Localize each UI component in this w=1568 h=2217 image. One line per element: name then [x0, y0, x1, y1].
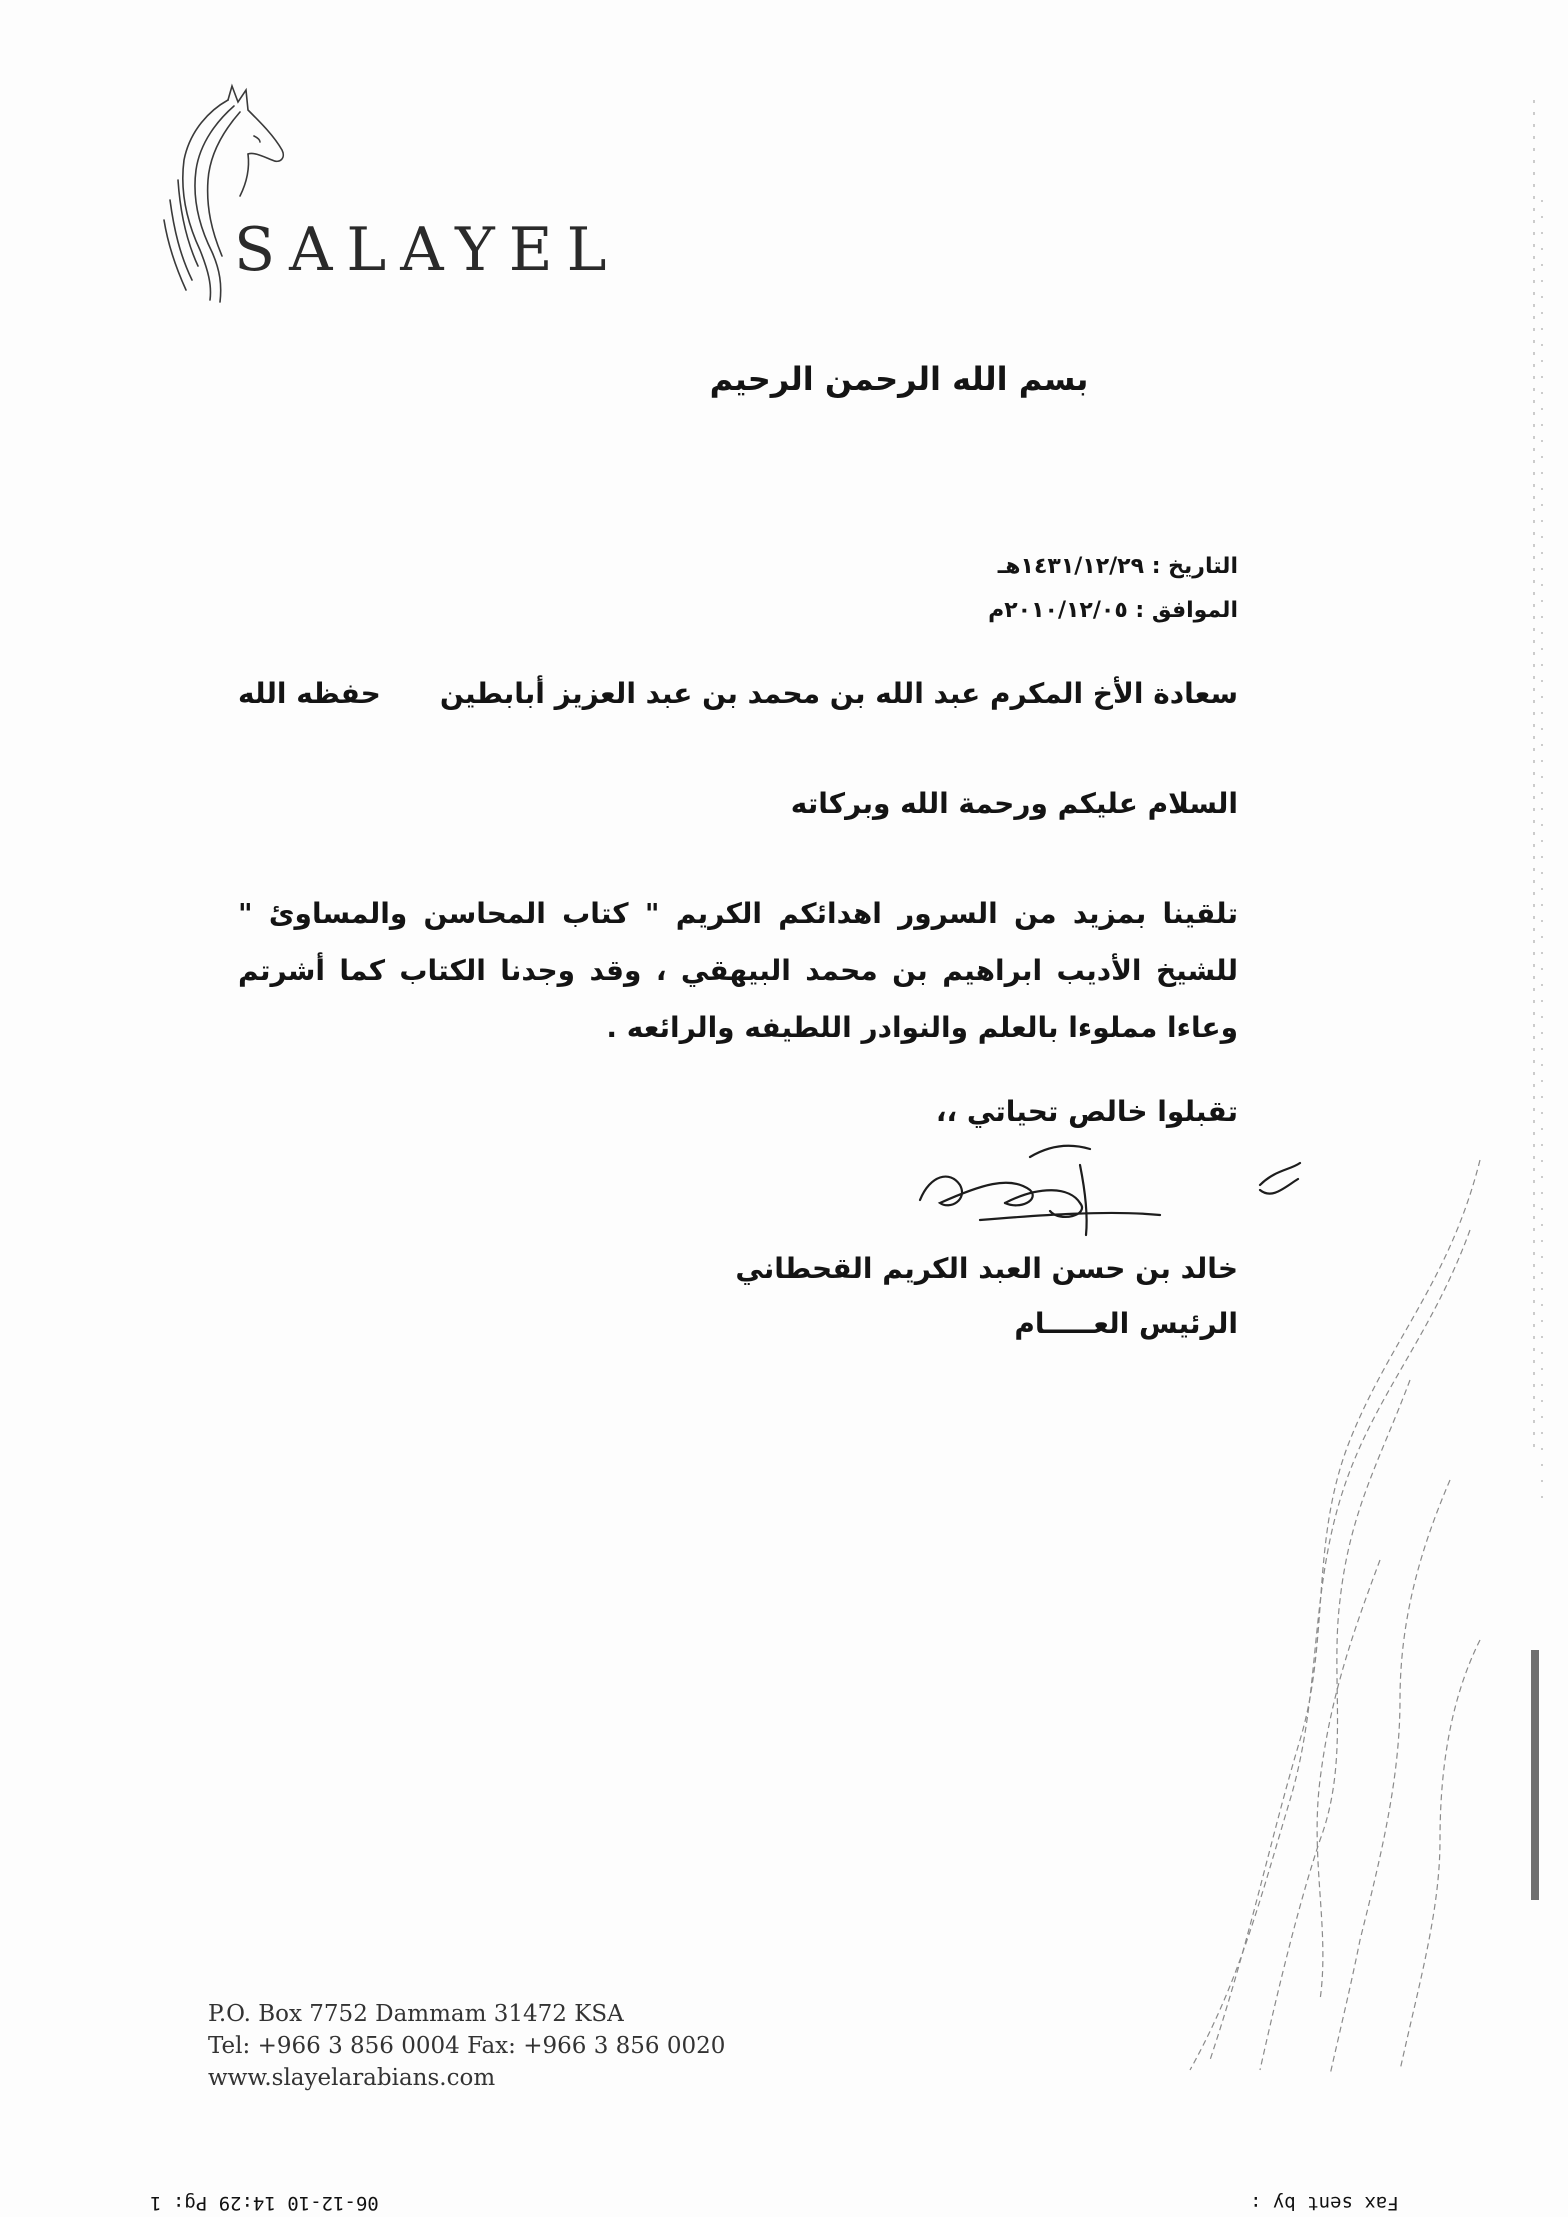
letterhead-logo — [150, 80, 620, 330]
basmala-text: بسم الله الرحمن الرحيم — [709, 360, 1089, 398]
addressee — [238, 677, 1238, 710]
gregorian-date: الموافق : ٢٠١٠/١٢/٠٥م — [988, 598, 1238, 623]
footer-address: P.O. Box 7752 Dammam 31472 KSA — [208, 2001, 624, 2027]
fax-header-left: 06-12-10 14:29 Pg: 1 — [150, 2192, 379, 2214]
greeting: السلام عليكم ورحمة الله وبركاته — [790, 787, 1238, 820]
basmala — [0, 360, 1568, 398]
sender-title: الرئيس العـــــام — [1014, 1307, 1238, 1340]
scan-edge — [1528, 0, 1568, 2217]
date-block — [988, 545, 1238, 633]
footer-phones: Tel: +966 3 856 0004 Fax: +966 3 856 0020 — [208, 2033, 726, 2059]
sender-name: خالد بن حسن العبد الكريم القحطاني — [735, 1252, 1238, 1285]
hijri-date: التاريخ : ١٤٣١/١٢/٢٩هـ — [997, 554, 1238, 579]
addressee-honorific: حفظه الله — [238, 677, 381, 710]
body-paragraph: تلقينا بمزيد من السرور اهدائكم الكريم " كتاب المحاسن والمساوئ " للشيخ الأديب ابراهيم بن محمد البيهقي ، وقد وجدنا الكتاب كما أشرتم وعاءا مملوءا بالعلم والنوادر اللطيفه والرائعه . — [238, 897, 1238, 1044]
footer-website[interactable]: www.slayelarabians.com — [208, 2065, 496, 2091]
closing: تقبلوا خالص تحياتي ،، — [935, 1095, 1238, 1128]
fax-header-right: Fax sent by : — [1250, 2192, 1399, 2214]
brand-name: SALAYEL — [234, 215, 621, 285]
flame-lines-icon — [1150, 1080, 1490, 2080]
footer-contact — [208, 1998, 725, 2094]
addressee-name: سعادة الأخ المكرم عبد الله بن محمد بن عبد العزيز أبابطين — [439, 677, 1238, 710]
